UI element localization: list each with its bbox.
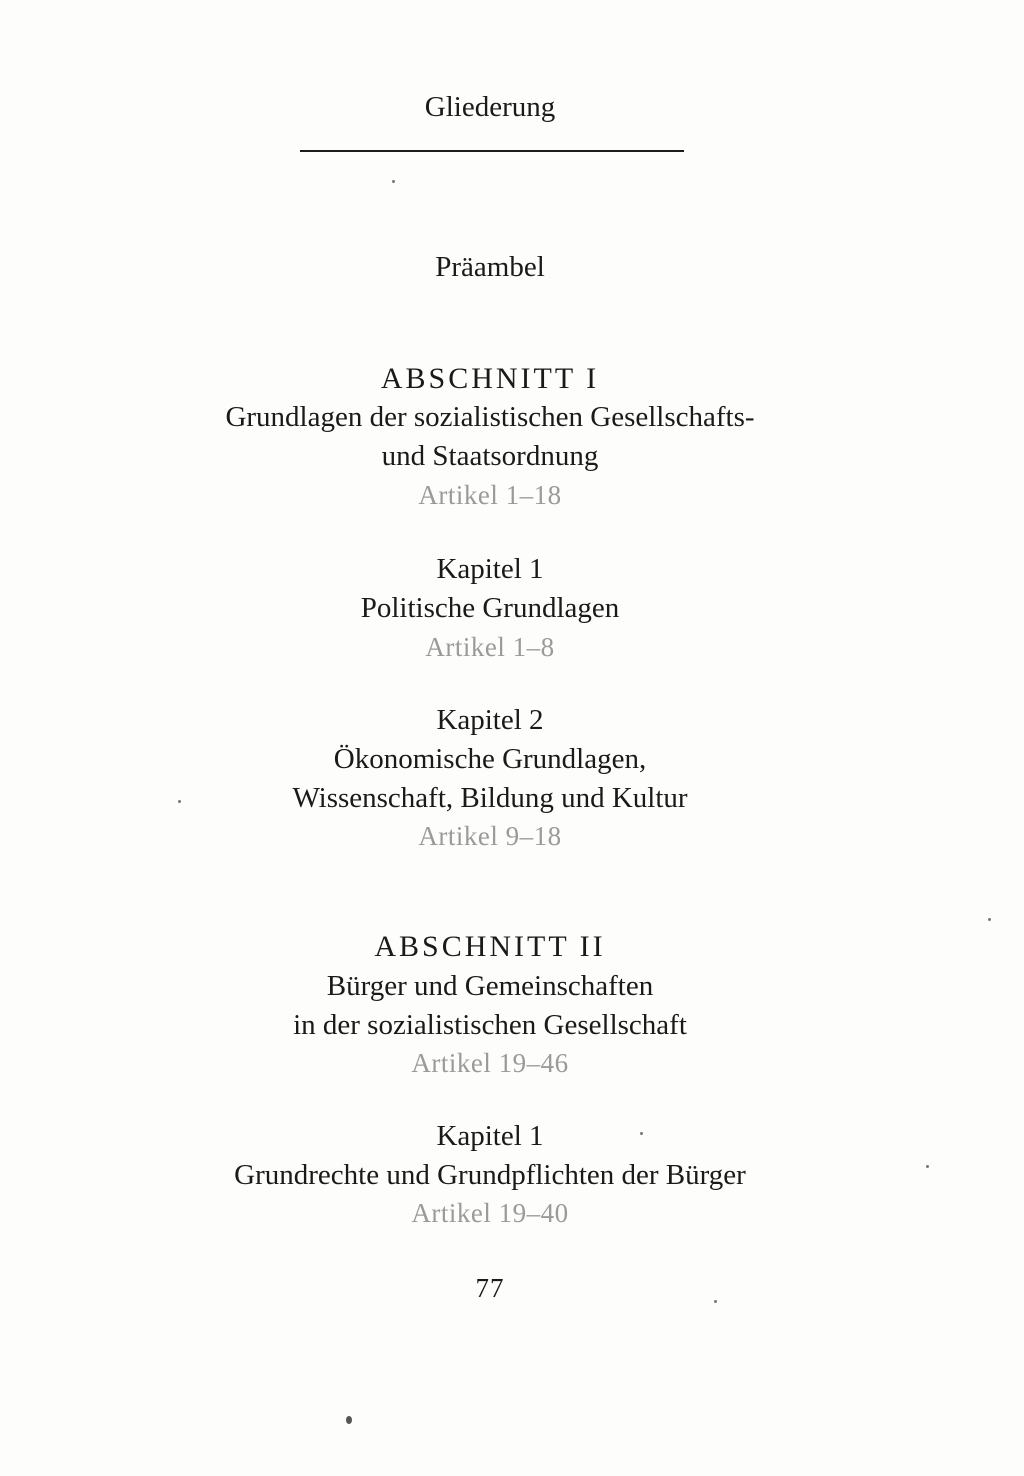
section-1-chapter-2-label: Kapitel 2 <box>436 704 544 736</box>
section-2-chapter-1-articles: Artikel 19–40 <box>411 1198 569 1228</box>
scan-speck <box>714 1300 717 1303</box>
section-1-heading: ABSCHNITT I <box>380 362 600 395</box>
section-1-chapter-1-articles: Artikel 1–8 <box>425 632 555 662</box>
section-2-chapter-1-label: Kapitel 1 <box>436 1120 544 1152</box>
section-1-chapter-1-label: Kapitel 1 <box>436 553 544 585</box>
section-1-articles: Artikel 1–18 <box>418 480 562 510</box>
section-2-title-line-2: in der sozialistischen Gesellschaft <box>293 1009 687 1041</box>
scan-speck <box>178 800 181 803</box>
scan-speck <box>926 1165 929 1168</box>
page-number: 77 <box>475 1273 505 1303</box>
section-1-chapter-2-articles: Artikel 9–18 <box>418 821 562 851</box>
section-1-chapter-2-title-line-1: Ökonomische Grundlagen, <box>333 743 647 775</box>
section-2-heading: ABSCHNITT II <box>374 930 606 963</box>
scan-speck <box>346 1416 352 1424</box>
scan-speck <box>640 1132 643 1135</box>
scan-speck <box>988 918 991 921</box>
page-title: Gliederung <box>424 91 556 123</box>
title-divider <box>300 150 684 152</box>
section-1-title-line-1: Grundlagen der sozialistischen Gesellschafts- <box>225 401 755 433</box>
section-1-chapter-1-title: Politische Grundlagen <box>360 592 620 624</box>
section-2-title-line-1: Bürger und Gemeinschaften <box>326 970 654 1002</box>
section-2-articles: Artikel 19–46 <box>411 1048 569 1078</box>
preamble-entry: Präambel <box>435 251 545 283</box>
section-2-chapter-1-title: Grundrechte und Grundpflichten der Bürger <box>234 1159 746 1191</box>
scan-speck <box>392 180 395 183</box>
section-1-title-line-2: und Staatsordnung <box>381 440 599 472</box>
section-1-chapter-2-title-line-2: Wissenschaft, Bildung und Kultur <box>292 782 688 814</box>
